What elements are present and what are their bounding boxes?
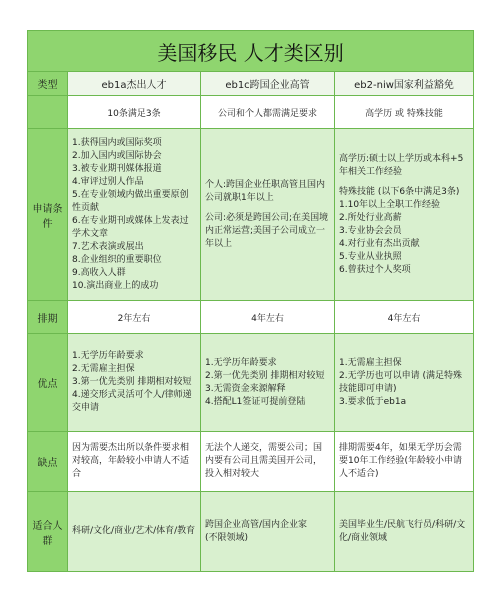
audience-eb1c: 跨国企业高管/国内企业家 (不限领域) (201, 492, 335, 572)
summary-eb1c: 公司和个人都需满足要求 (201, 96, 335, 129)
requirement-eb2-skill-item: 1.10年以上全职工作经验 (339, 199, 441, 210)
requirement-eb1a-item: 3.被专业期刊媒体报道 (72, 163, 162, 174)
advantage-eb2-item: 3.要求低于eb1a (339, 396, 407, 407)
audience-label: 适合人群 (28, 492, 68, 572)
column-header-eb2-niw: eb2-niw国家利益豁免 (335, 72, 474, 96)
advantage-eb1c-item: 1.无学历年龄要求 (205, 357, 277, 368)
page-title: 美国移民 人才类区别 (28, 31, 474, 72)
requirement-eb2-skill-item: 5.专业从业执照 (339, 251, 402, 262)
disadvantages-eb1c: 无法个人递交，需要公司；国内要有公司且需美国开公司，投入相对较大 (201, 432, 335, 492)
advantage-eb2-item: 2.无学历也可以申请 (满足特殊技能即可申请) (339, 370, 462, 394)
requirement-eb1a-item: 8.企业组织的重要职位 (72, 254, 162, 265)
advantage-eb2-item: 1.无需雇主担保 (339, 357, 402, 368)
disadvantages-label: 缺点 (28, 432, 68, 492)
requirement-eb1a-item: 10.演出商业上的成功 (72, 280, 159, 291)
advantage-eb1c-item: 2.第一优先类别 排期相对较短 (205, 370, 325, 381)
requirement-eb1a-item: 4.审评过别人作品 (72, 176, 144, 187)
advantages-eb2-niw (335, 334, 474, 432)
advantage-eb1a-item: 2.无需雇主担保 (72, 364, 135, 374)
requirement-eb1a-item: 9.高收入人群 (72, 267, 126, 278)
requirement-eb1a-item: 7.艺术表演或展出 (72, 241, 144, 252)
comparison-table (27, 30, 474, 572)
requirement-eb1c-personal: 个人:跨国企业任职高管且国内公司就职1年以上 (205, 179, 326, 203)
requirement-eb1a-item: 1.获得国内或国际奖项 (72, 137, 162, 148)
schedule-eb1a: 2年左右 (68, 301, 201, 334)
disadvantages-eb1a: 因为需要杰出所以条件要求相对较高，年龄较小申请人不适合 (68, 432, 201, 492)
requirement-eb1a-item: 5.在专业领域内做出重要原创性贡献 (72, 189, 189, 213)
requirement-eb2-skill-item: 4.对行业有杰出贡献 (339, 238, 420, 249)
requirement-eb2-skill-item: 6.曾获过个人奖项 (339, 264, 411, 275)
advantage-eb1a-item: 4.递交形式灵活可个人/律师递交申请 (72, 390, 192, 413)
column-header-eb1c: eb1c跨国企业高管 (201, 72, 335, 96)
schedule-label: 排期 (28, 301, 68, 334)
requirements-eb1a (68, 129, 201, 301)
audience-eb1a: 科研/文化/商业/艺术/体育/教育 (68, 492, 201, 572)
advantage-eb1a-item: 3.第一优先类别 排期相对较短 (72, 377, 192, 387)
schedule-eb2-niw: 4年左右 (335, 301, 474, 334)
advantage-eb1a-item: 1.无学历年龄要求 (72, 351, 144, 361)
schedule-eb1c: 4年左右 (201, 301, 335, 334)
summary-label-cell (28, 96, 68, 129)
comparison-sheet (27, 30, 473, 570)
type-label: 类型 (28, 72, 68, 96)
requirement-eb2-degree: 高学历:硕士以上学历或本科+5年相关工作经验 (339, 153, 464, 177)
requirements-eb1c (201, 129, 335, 301)
requirements-eb2-niw (335, 129, 474, 301)
requirements-label: 申请条件 (28, 129, 68, 301)
requirement-eb1c-company: 公司:必须是跨国公司;在美国境内正常运营;美国子公司成立一年以上 (205, 212, 329, 249)
summary-eb2-niw: 高学历 或 特殊技能 (335, 96, 474, 129)
summary-eb1a: 10条满足3条 (68, 96, 201, 129)
column-header-eb1a: eb1a杰出人才 (68, 72, 201, 96)
advantages-eb1c (201, 334, 335, 432)
audience-eb2-niw: 美国毕业生/民航飞行员/科研/文化/商业领域 (335, 492, 474, 572)
requirement-eb2-skill-item: 特殊技能 (以下6条中满足3条) (339, 186, 460, 197)
advantage-eb1c-item: 3.无需资金来源解释 (205, 383, 286, 394)
advantage-eb1c-item: 4.搭配L1签证可提前登陆 (205, 396, 306, 407)
advantages-eb1a (68, 334, 201, 432)
requirement-eb2-skill-item: 2.所处行业高薪 (339, 212, 402, 223)
requirement-eb1a-item: 2.加入国内或国际协会 (72, 150, 162, 161)
requirement-eb2-skill-item: 3.专业协会会员 (339, 225, 402, 236)
advantages-label: 优点 (28, 334, 68, 432)
disadvantages-eb2-niw: 排期需要4年，如果无学历会需要10年工作经验(年龄较小申请人不适合) (335, 432, 474, 492)
requirement-eb1a-item: 6.在专业期刊或媒体上发表过学术文章 (72, 215, 189, 239)
